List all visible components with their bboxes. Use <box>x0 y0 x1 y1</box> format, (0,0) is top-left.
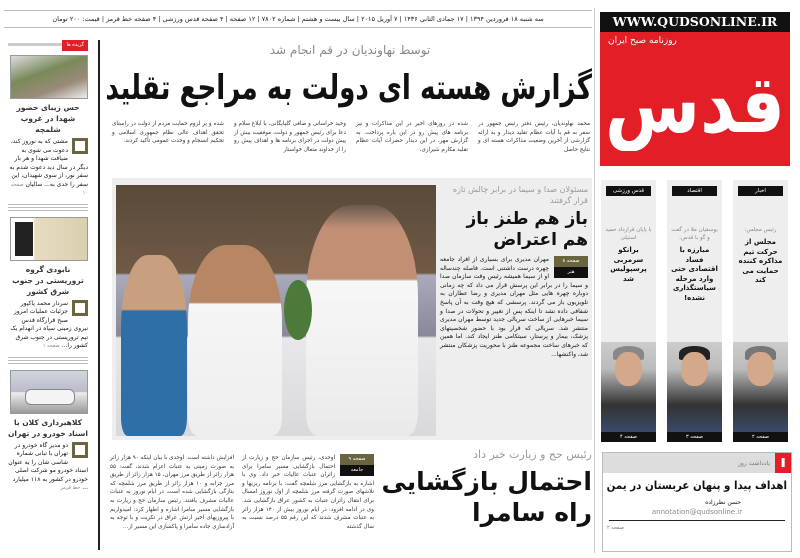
masthead-subtitle: روزنامه صبح ایران <box>608 36 677 46</box>
brief-page: صفحه ۱ <box>42 343 60 349</box>
lead-column: شده در روزهای اخیر در این مذاکرات و نیز برنامه های پیش رو در این باره پرداخت. به گزارش مهر، در این دیدار حضرات آیات عظام تقلید مکارم شیرازی، <box>356 121 468 153</box>
section-page: صفحه ۳ <box>667 432 722 442</box>
feature-body: مهران مدیری برای بسیاری از افراد جامعه چهره درست داشتنی است. فاصله چندساله او از سیما همیشه رئیس وقت سازمان صدا و سیما را در برابر این پرسش قرار می داد که چه زمانی دوباره چهره هایی مثل مهران مدیری و رضا عطاران به تلویزیون باز می گردند. پرسشی که هیچ وقت به آن پاسخ شفافی داده نشد تا اینکه پس از تغییر و تحولات در صدا و سیما خبرهایی از ساخت سریالی جدید توسط مهران مدیری منتشر شد. سریالی که قرار بود با حضور شخصیتهای پزشک، بیمار و پرستار، سیتکامی طنز ایجاد کند. اما همین که خبرهای ساخت مجموعه طنز با محوریت پزشکان منتشر شد، واکنشها... <box>440 256 588 358</box>
feature-headline[interactable]: باز هم طنز باز هم اعتراض <box>466 209 588 250</box>
section-tag <box>554 256 588 278</box>
hajj-column <box>242 454 374 531</box>
day-note-email[interactable]: annotation@qudsonline.ir <box>651 508 743 516</box>
section-headline[interactable]: مبارزه با فساد اقتصادی حتی وارد مرحله سیاستگذاری نشده! <box>671 246 718 302</box>
column-divider <box>98 40 100 550</box>
brief-image <box>10 55 88 99</box>
tag-section: جامعه <box>340 465 374 476</box>
brief-headline[interactable]: کلاهبرداری کلان با اسناد خودرو در تهران <box>7 417 88 438</box>
bullet-square-icon <box>72 138 88 154</box>
section-label: اقتصاد <box>672 186 717 196</box>
day-note-box <box>602 452 792 552</box>
day-note-author: حسن نظرزاده <box>705 499 741 506</box>
hajj-headline[interactable]: احتمال بازگشایی راه سامرا <box>381 467 592 527</box>
briefs-column <box>8 40 88 493</box>
section-kicker: با پایان قرارداد حمید استیلی <box>605 227 652 241</box>
section-headline[interactable]: برانکو سرمربی پرسپولیس شد <box>610 246 647 283</box>
masthead <box>600 12 790 166</box>
tag-section: هنر <box>554 267 588 278</box>
brief-headline[interactable]: نابودی گروه تروریستی در جنوب شرق کشور <box>12 264 84 296</box>
hajj-kicker: رئیس حج و زیارت خبر داد <box>473 448 592 461</box>
lead-column: شده و بر لزوم حمایت مردم از دولت در راستای تحقق اهداف عالی نظام جمهوری اسلامی و تحکیم انسجام و وحدت عمومی تأکید کردند. <box>112 121 224 144</box>
section-column-economy[interactable] <box>667 180 722 442</box>
hajj-column-text: اوحدی، رئیس سازمان حج و زیارت از احتمال بازگشایی مسیر سامرا برای زائران عتبات عالیات خبر داد. وی با اشاره به بازگشایی مرز شلمچه گفت: با برنامه ریزیها و تلاشهای صورت گرفته مرز شلمچه از اول نوروز امسال برای انتقال زائران عتبات به کشور عراق بازگشایی شد. وی در ادامه افزود: در ایام نوروز بیش از ۱۴۰ هزار زائر به عتبات مشرف شدند که این رقم ۵۵ درصد نسبت به سال گذشته <box>242 455 375 530</box>
section-column-news[interactable] <box>733 180 788 442</box>
brief-headline[interactable]: حس زیبای حضور شهدا در غروب شلمچه <box>16 103 80 134</box>
divider <box>8 204 88 211</box>
lead-column: وحید خراسانی و صافی گلپایگانی، با ابلاغ سلام و دعا برای رئیس جمهور و دولت، موفقیت بیش از پیش دولت در اجرای برنامه ها و اهداف پیش رو را از خداوند متعال خواستار <box>234 121 346 153</box>
brief-image <box>10 217 88 261</box>
lead-kicker: توسط نهاوندیان در قم انجام شد <box>269 43 431 57</box>
brief-text: مشتی که به نوروز کند، دعوت می شوی به ضیافت شهدا و هر بار دیگر در سال دید دعوت شدم به سفر نور، از سوی شهیدان، این سفر را جدی به... سالیان <box>9 138 88 188</box>
column-divider <box>594 8 595 553</box>
section-label: اخبار <box>738 186 783 196</box>
tag-page: صفحه ۹ <box>340 454 374 465</box>
portrait-photo <box>601 342 656 432</box>
section-page: صفحه ۴ <box>601 432 656 442</box>
portrait-photo <box>733 342 788 432</box>
section-kicker: یوسفیان ملا در گفت و گو با قدس: <box>671 227 718 241</box>
divider <box>609 520 785 521</box>
brief-text: سردار محمد پاکپور جزئیات عملیات امروز صبح قرارگاه قدس نیروی زمینی سپاه در انهدام یک تیم تروریستی در جنوب شرق کشور را... <box>10 299 88 349</box>
tag-page: صفحه ۸ <box>554 256 588 267</box>
brief-image <box>10 370 88 414</box>
day-note-headline[interactable]: اهداف پیدا و پنهان عربستان در یمن <box>606 479 787 492</box>
day-note-label: یادداشت روز <box>737 459 770 467</box>
briefs-label: گزیده ها <box>62 40 88 51</box>
section-headline[interactable]: مجلس از حرکت تیم مذاکره کننده حمایت می کند <box>738 238 783 284</box>
lead-headline[interactable]: گزارش هسته ای دولت به مراجع تقلید <box>105 68 593 108</box>
portrait-photo <box>667 342 722 432</box>
bullet-square-icon <box>72 300 88 316</box>
website-url[interactable]: WWW.QUDSONLINE.IR <box>600 12 790 32</box>
section-kicker: رئیس مجلس: <box>744 227 777 233</box>
brief-page: صفحه ۱۰ <box>10 181 88 196</box>
feature-photo <box>116 185 436 436</box>
divider <box>8 357 88 364</box>
bullet-square-icon <box>72 442 88 458</box>
section-label: قدس ورزشی <box>606 186 651 196</box>
section-page: صفحه ۲ <box>733 432 788 442</box>
note-icon: ❚ <box>775 453 791 473</box>
lead-body <box>112 120 590 154</box>
lead-column: محمد نهاوندیان، رئیس دفتر رئیس جمهور در سفر به قم با آیات عظام تقلید دیدار و به ارائه گزارشی از آخرین وضعیت مذاکرات هسته ای و نتایج حاصل <box>478 121 590 153</box>
section-tag <box>340 454 374 476</box>
feature-sidebar <box>440 184 588 359</box>
day-note-page: صفحه ۲ <box>607 525 624 531</box>
section-column-sports[interactable] <box>601 180 656 442</box>
hajj-column: افزایش داشته است. اوحدی با بیان اینکه ۹۰ هزار زائر به صورت زمینی به عتبات اعزام شدند، گفت: ۵۵ هزار زائر از طریق مرز مهران، ۱۵ هزار زائر از طریق مرز چزابه و ۱۰ هزار زائر از طریق مرز شلمچه که بتازگی بازگشایی شده است، در ایام نوروز به عتبات عالیات مشرف یافتند. رئیس سازمان حج و زیارت به بازگشایی مسیر سامرا اشاره و اظهار کرد: امیدواریم با پیروزیهای اخیر ارتش عراق در تکریت و با توجه به آزادسازی جاده سامرا و پاکسازی این مسیر از... <box>110 455 234 530</box>
feature-kicker: مسئولان صدا و سیما در برابر چالش تازه قرار گرفتند <box>452 185 588 205</box>
newspaper-logo: قدس <box>605 58 785 151</box>
hajj-story <box>110 448 592 554</box>
dateline: سه شنبه ۱۸ فروردین ۱۳۹۴ | ۱۷ جمادی الثانی ۱۴۳۶ | ۷ آوریل ۲۰۱۵ | سال بیست و هشتم | شماره ۷۸۰۲ | ۱۲ صفحه | ۴ صفحه قدس ورزشی | ۴ صفحه خط قرمز | قیمت: ۲۰۰ تومان <box>4 10 592 28</box>
brief-text: دو مدیر گاه خودرو در تهران با تبانی شماره شاسی شان را به عنوان اسناد خودرو مو شرکت اصلی خودرو در کشور به ۱۱۸ میلیارد ... <box>8 441 88 491</box>
brief-page: خط قرمز <box>60 485 81 491</box>
